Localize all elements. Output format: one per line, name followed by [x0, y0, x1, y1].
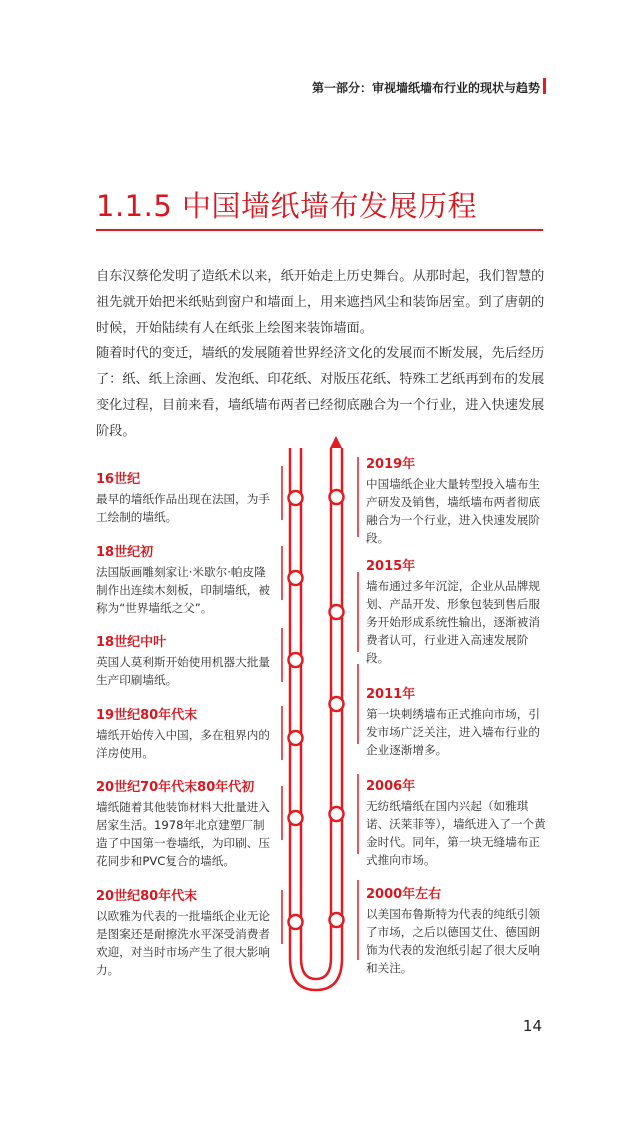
event-label: 20世纪80年代末	[96, 889, 198, 904]
timeline-node-left-2	[289, 571, 303, 585]
timeline-node-right-4	[330, 807, 344, 821]
timeline-node-left-6	[289, 915, 303, 929]
timeline-node-right-2	[330, 605, 344, 619]
timeline-node-right-1	[330, 490, 344, 504]
timeline-event-left-3	[96, 633, 276, 689]
event-text: 墙纸开始传入中国，多在租界内的洋房使用。	[96, 728, 270, 760]
event-text: 最早的墙纸作品出现在法国，为手工绘制的墙纸。	[96, 492, 270, 524]
timeline-node-right-5	[330, 913, 344, 927]
arrow-head	[330, 436, 342, 448]
event-text: 以美国布鲁斯特为代表的纯纸引领了市场，之后以德国艾仕、德国朗饰为代表的发泡纸引起了很大反响和关注。	[366, 907, 540, 975]
event-label: 18世纪中叶	[96, 635, 167, 650]
event-ticks	[282, 457, 358, 960]
body-paragraph-2: 随着时代的变迁，墙纸的发展随着世界经济文化的发展而不断发展，先后经历了：纸、纸上涂画、发泡纸、印花纸、对版压花纸、特殊工艺纸再到布的发展变化过程，目前来看，墙纸墙布两者已经彻底融合为一个行业，进入快速发展阶段。	[96, 346, 545, 439]
timeline-event-right-5	[366, 885, 546, 977]
body-paragraph-1: 自东汉蔡伦发明了造纸术以来，纸开始走上历史舞台。从那时起，我们智慧的祖先就开始把米纸贴到窗户和墙面上，用来遮挡风尘和装饰居室。到了唐朝的时候，开始陆续有人在纸张上绘图来装饰墙面。	[96, 269, 545, 336]
event-text: 以欧雅为代表的一批墙纸企业无论是图案还是耐擦洗水平深受消费者欢迎，对当时市场产生了很大影响力。	[96, 909, 270, 977]
event-label: 16世纪	[96, 472, 141, 487]
timeline-track	[290, 448, 342, 990]
timeline-event-right-1	[366, 455, 546, 547]
event-label: 2000年左右	[366, 887, 442, 902]
timeline-event-left-6	[96, 887, 276, 979]
event-text: 中国墙纸企业大量转型投入墙布生产研发及销售，墙纸墙布两者彻底融合为一个行业，进入快速发展阶段。	[366, 477, 540, 545]
timeline-node-left-4	[289, 731, 303, 745]
timeline-event-left-2	[96, 543, 276, 617]
timeline-event-left-4	[96, 706, 276, 762]
event-label: 19世纪80年代末	[96, 708, 198, 723]
event-label: 20世纪70年代末80年代初	[96, 780, 255, 795]
timeline-node-left-1	[289, 491, 303, 505]
event-text: 墙布通过多年沉淀，企业从品牌规划、产品开发、形象包装到售后服务开始形成系统性输出，逐渐被消费者认可，行业进入高速发展阶段。	[366, 579, 540, 665]
timeline-event-right-2	[366, 557, 546, 667]
event-text: 无纺纸墙纸在国内兴起（如雅琪诺、沃莱菲等），墙纸进入了一个黄金时代。同年，第一块无缝墙布正式推向市场。	[366, 799, 546, 867]
event-label: 2015年	[366, 559, 416, 574]
timeline-event-left-1	[96, 470, 276, 526]
timeline-event-right-4	[366, 777, 546, 869]
timeline-event-right-3	[366, 685, 546, 759]
event-label: 2006年	[366, 779, 416, 794]
left-track-inner	[301, 448, 331, 979]
event-label: 18世纪初	[96, 545, 154, 560]
timeline-node-left-5	[289, 811, 303, 825]
left-track	[290, 448, 342, 990]
event-label: 2011年	[366, 687, 416, 702]
event-text: 第一块刺绣墙布正式推向市场，引发市场广泛关注，进入墙布行业的企业逐渐增多。	[366, 707, 540, 757]
page-number: 14	[522, 1017, 542, 1035]
event-label: 2019年	[366, 457, 416, 472]
section-title: 1.1.5 中国墙纸墙布发展历程	[96, 189, 478, 223]
timeline-node-right-3	[330, 697, 344, 711]
event-text: 英国人莫利斯开始使用机器大批量生产印刷墙纸。	[96, 655, 270, 687]
timeline-event-left-5	[96, 778, 276, 870]
event-text: 法国版画雕刻家让·米歇尔·帕皮隆制作出连续木刻板，印制墙纸，被称为“世界墙纸之父”。	[96, 565, 270, 615]
event-text: 墙纸随着其他装饰材料大批量进入居家生活。1978年北京建塑厂制造了中国第一卷墙纸，为印刷、压花同步和PVC复合的墙纸。	[96, 800, 270, 868]
timeline-node-left-3	[289, 653, 303, 667]
running-header: 第一部分：审视墙纸墙布行业的现状与趋势	[311, 81, 540, 95]
